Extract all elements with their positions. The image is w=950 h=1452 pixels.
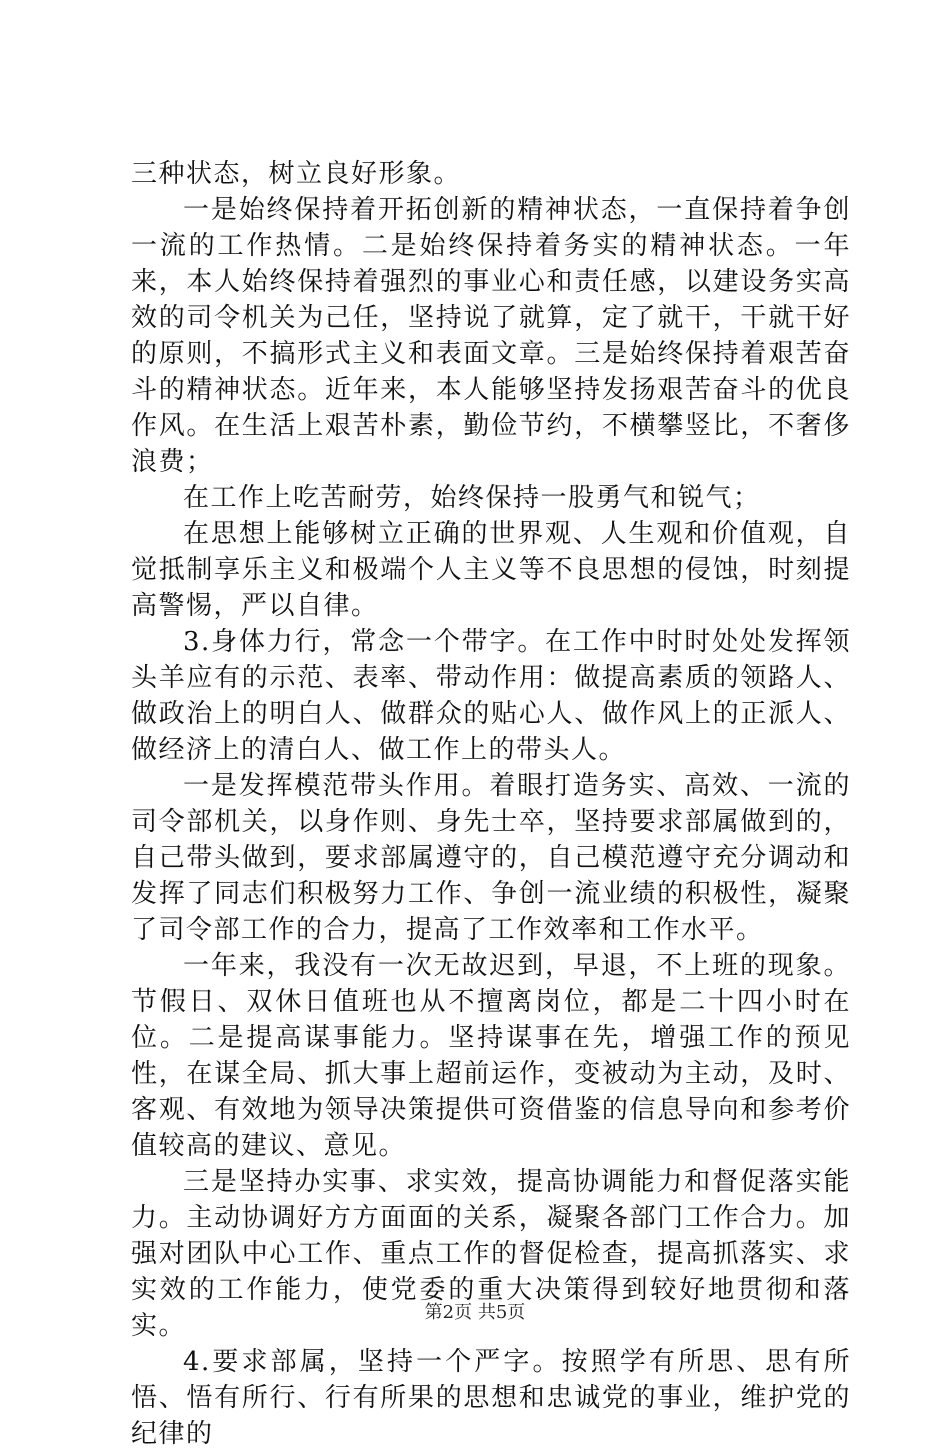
paragraph-2: 一是始终保持着开拓创新的精神状态，一直保持着争创一流的工作热情。二是始终保持着务实的精神状态。一年来，本人始终保持着强烈的事业心和责任感，以建设务实高效的司令机关为己任，坚持说了就算，定了就干，干就干好的原则，不搞形式主义和表面文章。三是始终保持着艰苦奋斗的精神状态。近年来，本人能够坚持发扬艰苦奋斗的优良作风。在生活上艰苦朴素，勤俭节约，不横攀竖比，不奢侈浪费； xyxy=(131,195,851,477)
paragraph-5: 3.身体力行，常念一个带字。在工作中时时处处发挥领头羊应有的示范、表率、带动作用：做提高素质的领路人、做政治上的明白人、做群众的贴心人、做作风上的正派人、做经济上的清白人、做工作上的带头人。 xyxy=(131,627,851,765)
document-body xyxy=(131,156,851,1452)
paragraph-6: 一是发挥模范带头作用。着眼打造务实、高效、一流的司令部机关，以身作则、身先士卒，坚持要求部属做到的，自己带头做到，要求部属遵守的，自己模范遵守充分调动和发挥了同志们积极努力工作、争创一流业绩的积极性，凝聚了司令部工作的合力，提高了工作效率和工作水平。 xyxy=(131,771,851,945)
page-number-footer: 第2页 共5页 xyxy=(424,1302,526,1323)
paragraph-1: 三种状态，树立良好形象。 xyxy=(131,159,462,189)
paragraph-4: 在思想上能够树立正确的世界观、人生观和价值观，自觉抵制享乐主义和极端个人主义等不良思想的侵蚀，时刻提高警惕，严以自律。 xyxy=(131,519,851,621)
paragraph-8: 三是坚持办实事、求实效，提高协调能力和督促落实能力。主动协调好方方面面的关系，凝聚各部门工作合力。加强对团队中心工作、重点工作的督促检查，提高抓落实、求实效的工作能力，使党委的重大决策得到较好地贯彻和落实。 xyxy=(131,1167,851,1341)
paragraph-9: 4.要求部属，坚持一个严字。按照学有所思、思有所悟、悟有所行、行有所果的思想和忠诚党的事业，维护党的纪律的 xyxy=(131,1347,851,1449)
paragraph-7: 一年来，我没有一次无故迟到，早退，不上班的现象。节假日、双休日值班也从不擅离岗位，都是二十四小时在位。二是提高谋事能力。坚持谋事在先，增强工作的预见性，在谋全局、抓大事上超前运作，变被动为主动，及时、客观、有效地为领导决策提供可资借鉴的信息导向和参考价值较高的建议、意见。 xyxy=(131,951,851,1161)
paragraph-3: 在工作上吃苦耐劳，始终保持一股勇气和锐气； xyxy=(183,483,761,513)
